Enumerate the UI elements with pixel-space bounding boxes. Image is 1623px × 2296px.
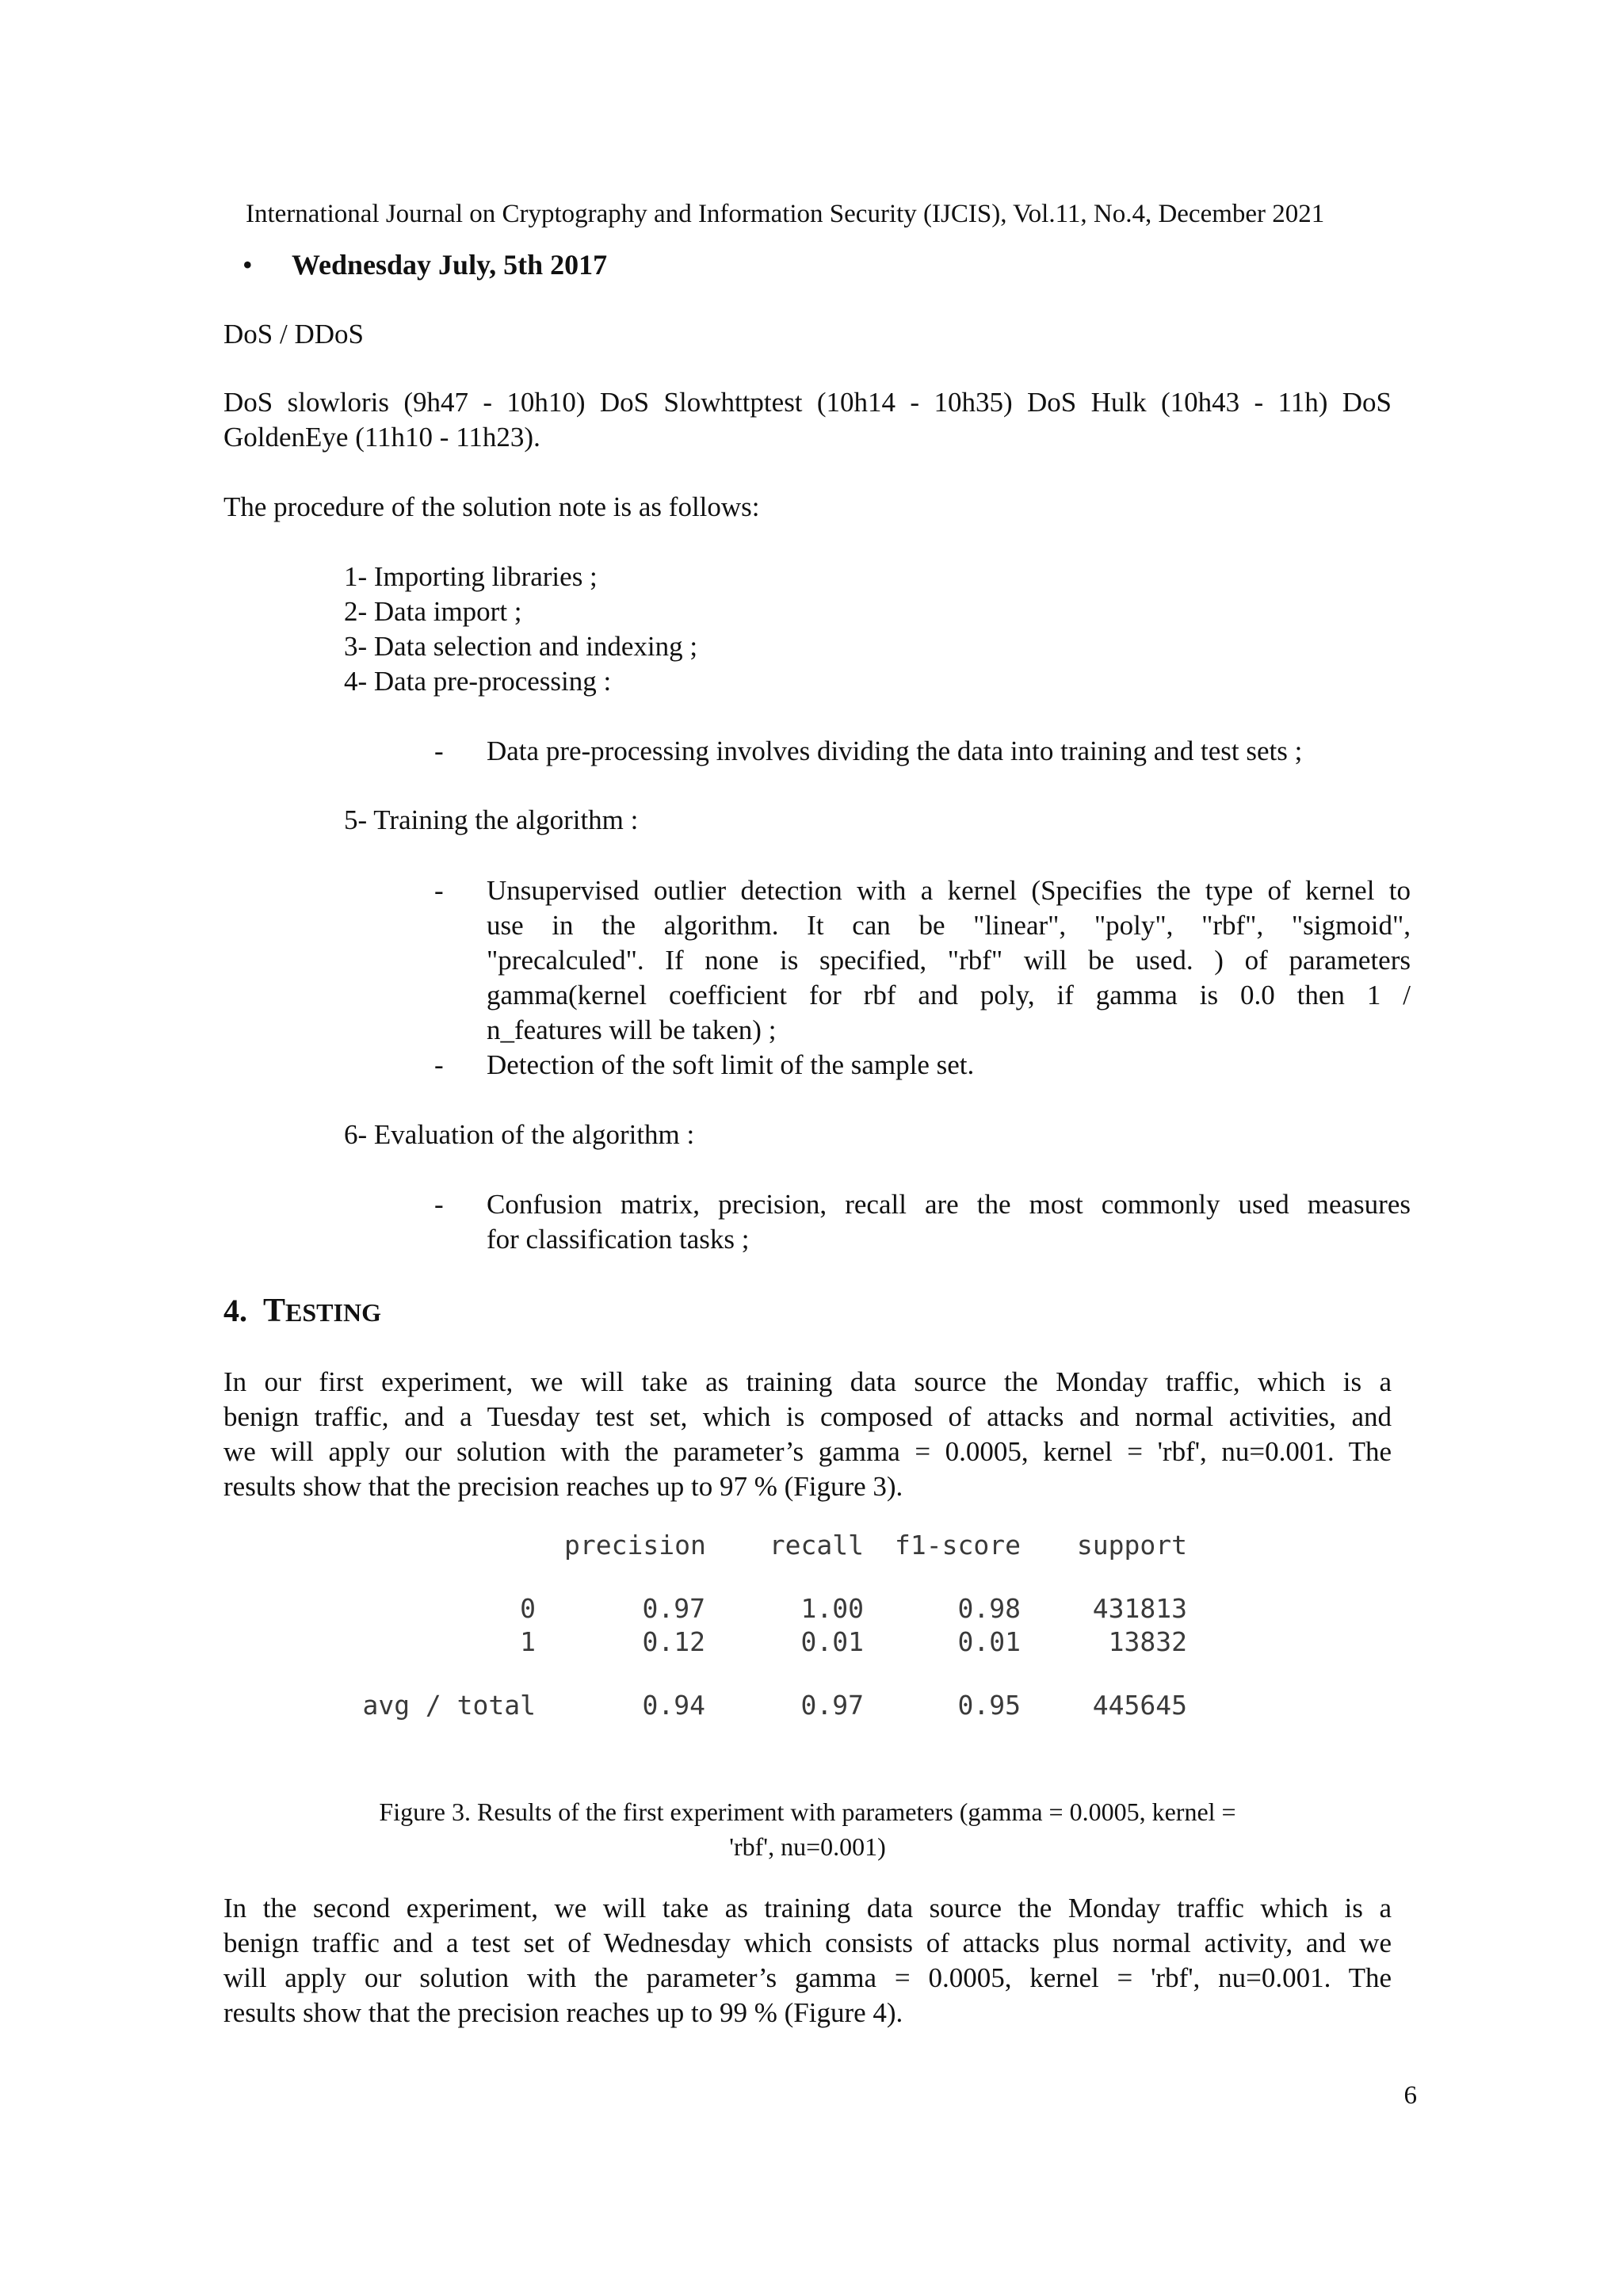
procedure-intro: The procedure of the solution note is as follows:	[223, 491, 760, 522]
step-3: 3- Data selection and indexing ;	[344, 631, 698, 662]
table-cell: 1.00	[800, 1593, 864, 1624]
dash-marker: -	[434, 735, 444, 766]
step-5-item-1-line: Unsupervised outlier detection with a kernel (Specifies the type of kernel to	[487, 875, 1411, 906]
figure-caption	[223, 1794, 1392, 1864]
table-cell: 431813	[1092, 1593, 1187, 1624]
paragraph-line: benign traffic and a test set of Wednesday which consists of attacks plus normal activity, and we	[223, 1927, 1392, 1958]
table-cell: 0.01	[800, 1626, 864, 1657]
step-1: 1- Importing libraries ;	[344, 561, 598, 592]
table-cell: 0.01	[957, 1626, 1021, 1657]
table-cell: 0.97	[800, 1690, 864, 1721]
table-cell: 0.97	[642, 1593, 705, 1624]
caption-line: Figure 3. Results of the first experiment with parameters (gamma = 0.0005, kernel =	[379, 1797, 1236, 1826]
paragraph-line: In our first experiment, we will take as training data source the Monday traffic, which is a	[223, 1366, 1392, 1397]
paragraph-line: results show that the precision reaches up to 97 % (Figure 3).	[223, 1471, 903, 1502]
page-number: 6	[1403, 2081, 1417, 2110]
journal-header: International Journal on Cryptography and Information Security (IJCIS), Vol.11, No.4, December 2021	[246, 200, 1325, 228]
step-6-item	[487, 1187, 1411, 1257]
paragraph-line: will apply our solution with the parameter’s gamma = 0.0005, kernel = 'rbf', nu=0.001. The	[223, 1962, 1392, 1993]
section-number: 4.	[223, 1293, 247, 1328]
section-title-rest: ESTING	[285, 1298, 381, 1327]
attack-schedule	[223, 385, 1392, 455]
step-4: 4- Data pre-processing :	[344, 666, 612, 697]
caption-line: 'rbf', nu=0.001)	[729, 1832, 886, 1861]
table-header: support	[1076, 1530, 1187, 1561]
step-6: 6- Evaluation of the algorithm :	[344, 1119, 695, 1150]
paragraph-line: we will apply our solution with the parameter’s gamma = 0.0005, kernel = 'rbf', nu=0.001. The	[223, 1436, 1392, 1467]
section-heading	[223, 1293, 381, 1330]
step-5-item-1-line: use in the algorithm. It can be "linear", "poly", "rbf", "sigmoid",	[487, 910, 1411, 941]
day-heading-text: Wednesday July, 5th 2017	[292, 249, 608, 281]
step-6-item-line: Confusion matrix, precision, recall are the most commonly used measures	[487, 1189, 1411, 1220]
dash-marker: -	[434, 1049, 444, 1080]
step-5-item-1	[487, 873, 1411, 1048]
table-header: f1-score	[895, 1530, 1021, 1561]
paragraph-line: benign traffic, and a Tuesday test set, which is composed of attacks and normal activities, and	[223, 1401, 1392, 1432]
attack-category: DoS / DDoS	[223, 319, 364, 350]
table-cell: 0.98	[957, 1593, 1021, 1624]
table-cell: 0.94	[642, 1690, 705, 1721]
section-title-initial: T	[263, 1293, 286, 1329]
attack-line: DoS slowloris (9h47 - 10h10) DoS Slowhttptest (10h14 - 10h35) DoS Hulk (10h43 - 11h) DoS	[223, 387, 1392, 418]
table-cell: 445645	[1092, 1690, 1187, 1721]
table-cell: 13832	[1108, 1626, 1187, 1657]
table-row-label: avg / total	[362, 1690, 536, 1721]
step-5-item-1-line: n_features will be taken) ;	[487, 1014, 777, 1045]
day-heading	[242, 247, 1431, 282]
table-cell: 0.95	[957, 1690, 1021, 1721]
step-6-item-line: for classification tasks ;	[487, 1224, 750, 1255]
step-5-item-1-line: gamma(kernel coefficient for rbf and poly, if gamma is 0.0 then 1 /	[487, 980, 1411, 1010]
table-cell: 0.12	[642, 1626, 705, 1657]
table-row-label: 1	[520, 1626, 536, 1657]
results-table	[349, 1528, 1205, 1734]
step-5-item-2-text: Detection of the soft limit of the sample set.	[487, 1049, 975, 1080]
paragraph-2	[223, 1891, 1392, 2030]
paragraph-line: In the second experiment, we will take as training data source the Monday traffic which is a	[223, 1893, 1392, 1924]
bullet-icon: •	[242, 249, 253, 281]
dash-marker: -	[434, 875, 444, 906]
attack-line: GoldenEye (11h10 - 11h23).	[223, 422, 540, 453]
paragraph-1	[223, 1365, 1392, 1504]
paragraph-line: results show that the precision reaches up to 99 % (Figure 4).	[223, 1997, 903, 2028]
dash-marker: -	[434, 1189, 444, 1220]
table-header: precision	[564, 1530, 706, 1561]
step-2: 2- Data import ;	[344, 596, 522, 627]
step-5: 5- Training the algorithm :	[344, 804, 639, 835]
table-row-label: 0	[520, 1593, 536, 1624]
step-4-item	[487, 734, 1411, 769]
step-5-item-1-line: "precalculed". If none is specified, "rbf" will be used. ) of parameters	[487, 945, 1411, 976]
step-4-item-text: Data pre-processing involves dividing the data into training and test sets ;	[487, 735, 1303, 766]
step-5-item-2	[487, 1048, 1411, 1083]
table-header: recall	[769, 1530, 864, 1561]
